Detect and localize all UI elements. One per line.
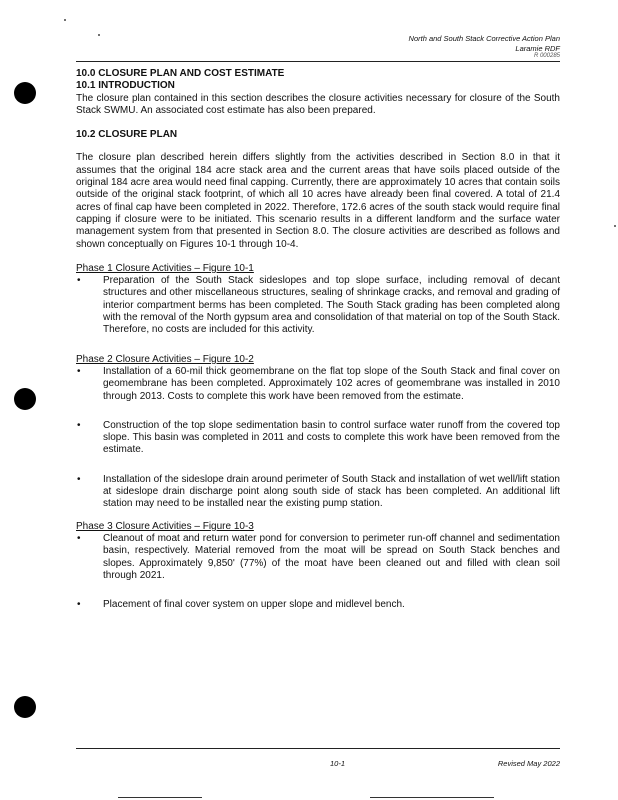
- header-site-name: Laramie RDF: [515, 44, 560, 53]
- list-item: • Placement of final cover system on upper slope and midlevel bench.: [76, 599, 560, 611]
- phase1-heading: Phase 1 Closure Activities – Figure 10-1: [76, 262, 254, 274]
- page-content: [76, 68, 560, 628]
- section-title: 10.0 CLOSURE PLAN AND COST ESTIMATE: [76, 68, 285, 79]
- list-item: • Construction of the top slope sedimentation basin to control surface water runoff from the covered top slope. This basin was completed in 2011 and costs to complete this work have been removed from the estimate.: [76, 420, 560, 457]
- header-plan-title: North and South Stack Corrective Action Plan: [408, 34, 560, 43]
- scan-edge-line: [370, 797, 494, 798]
- page-header: [409, 34, 560, 61]
- phase2-heading: Phase 2 Closure Activities – Figure 10-2: [76, 353, 254, 365]
- punch-hole-icon: [14, 82, 36, 104]
- phase1-list: [76, 275, 560, 336]
- closure-plan-heading: 10.2 CLOSURE PLAN: [76, 129, 178, 141]
- phase3-heading: Phase 3 Closure Activities – Figure 10-3: [76, 520, 254, 532]
- intro-heading: 10.1 INTRODUCTION: [76, 80, 175, 92]
- phase2-list: [76, 366, 560, 511]
- scan-speck: [98, 34, 100, 36]
- scan-speck: [614, 225, 616, 227]
- scan-edge-line: [118, 797, 202, 798]
- list-item: • Preparation of the South Stack sideslopes and top slope surface, including removal of decant structures and other miscellaneous structures, sealing of shrinkage cracks, and removal and grading of interior compartment berms has been completed. The South Stack grading has been completed along with the removal of the North gypsum area and consolidation of that material on top of the South Stack. Therefore, no costs are included for this activity.: [76, 275, 560, 336]
- scan-speck: [64, 19, 66, 21]
- list-item: • Installation of the sideslope drain around perimeter of South Stack and installation of wet well/lift station at sideslope drain discharge point along south side of stack has been completed. An additional lift station may need to be installed near the existing pump station.: [76, 474, 560, 511]
- list-item: • Installation of a 60-mil thick geomembrane on the flat top slope of the South Stack and final cover on geomembrane has been completed. Approximately 102 acres of geomembrane was installed in 2010 through 2013. Costs to complete this work have been removed from the estimate.: [76, 366, 560, 403]
- phase3-list: [76, 533, 560, 611]
- revision-date: Revised May 2022: [497, 759, 560, 768]
- punch-hole-icon: [14, 388, 36, 410]
- punch-hole-icon: [14, 696, 36, 718]
- header-rule: [76, 61, 560, 62]
- intro-paragraph: The closure plan contained in this section describes the closure activities necessary for closure of the South Stack SWMU. An associated cost estimate has also been prepared.: [76, 92, 560, 116]
- page-number: 10-1: [330, 759, 346, 768]
- closure-plan-paragraph: The closure plan described herein differs slightly from the activities described in Section 8.0 in that it assumes that the original 184 acre stack area and the current areas that have soils placed outside of the original 184 acre area would need final capping. Currently, there are approximately 10 acres that contain soils outside of the original stack footprint, of which all 10 acres have already been final covered. A total of 21.4 acres of final cap have been completed in 2022. Therefore, 172.6 acres of the south stack would require final capping if closure were to be initiated. This scenario results in a different landform and the surface water management system from that presented in Section 8.0. The closure activities are described as follows and shown conceptually on Figures 10-1 through 10-4.: [76, 152, 560, 250]
- footer-rule: [76, 748, 560, 749]
- list-item: • Cleanout of moat and return water pond for conversion to perimeter run-off channel and sedimentation basin, respectively. Material removed from the moat will be spread on South Stack benches and slopes. Approximately 9,850' (77%) of the moat have been cleaned out and filled with clean soil through 2021.: [76, 533, 560, 582]
- header-document-id: R 000285: [533, 53, 560, 59]
